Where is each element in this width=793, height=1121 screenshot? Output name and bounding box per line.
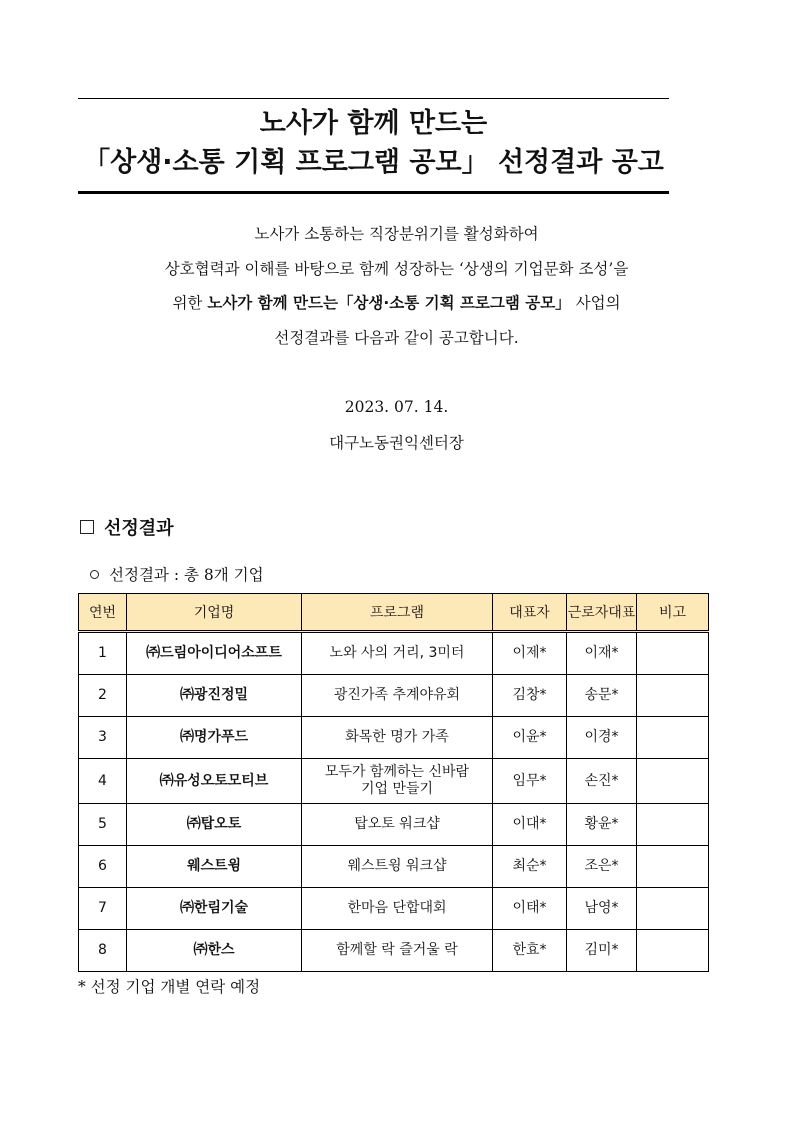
table-header-row (79, 594, 709, 632)
cell-worker-rep: 남영* (567, 888, 637, 930)
footnote: * 선정 기업 개별 연락 예정 (78, 978, 261, 996)
cell-company: ㈜탑오토 (127, 804, 302, 846)
cell-worker-rep: 조은* (567, 846, 637, 888)
cell-note (637, 759, 709, 804)
cell-no: 6 (79, 846, 127, 888)
cell-worker-rep: 김미* (567, 930, 637, 972)
table-row (79, 675, 709, 717)
intro-line-1: 노사가 소통하는 직장분위기를 활성화하여 (254, 225, 539, 243)
cell-note (637, 632, 709, 675)
cell-no: 2 (79, 675, 127, 717)
col-header-program: 프로그램 (302, 594, 493, 632)
notice-issuer: 대구노동권익센터장 (329, 434, 464, 452)
table-row (79, 759, 709, 804)
notice-date: 2023. 07. 14. (344, 398, 449, 416)
intro-line-4: 선정결과를 다음과 같이 공고합니다. (274, 328, 519, 347)
cell-no: 3 (79, 717, 127, 759)
summary-text: 선정결과 : 총 8개 기업 (109, 566, 264, 584)
cell-company: ㈜광진정밀 (127, 675, 302, 717)
col-header-no: 연번 (79, 594, 127, 632)
cell-company: ㈜명가푸드 (127, 717, 302, 759)
col-header-worker-rep: 근로자대표 (567, 594, 637, 632)
cell-worker-rep: 이경* (567, 717, 637, 759)
top-rule (78, 98, 669, 99)
table-row (79, 846, 709, 888)
col-header-rep: 대표자 (493, 594, 567, 632)
cell-worker-rep: 이재* (567, 632, 637, 675)
cell-rep: 이태* (493, 888, 567, 930)
cell-rep: 최순* (493, 846, 567, 888)
cell-worker-rep: 송문* (567, 675, 637, 717)
cell-program-line2: 기업 만들기 (360, 781, 434, 797)
cell-program: 한마음 단합대회 (302, 888, 493, 930)
cell-no: 1 (79, 632, 127, 675)
document-title-line1: 노사가 함께 만드는 (259, 108, 488, 139)
document-title-line2: 「상생·소통 기획 프로그램 공모」 선정결과 공고 (83, 147, 664, 178)
cell-company: 웨스트윙 (127, 846, 302, 888)
cell-worker-rep: 손진* (567, 759, 637, 804)
intro-line-3 (60, 286, 733, 321)
cell-program: 광진가족 추계야유회 (302, 675, 493, 717)
col-header-company: 기업명 (127, 594, 302, 632)
cell-note (637, 804, 709, 846)
cell-rep: 이제* (493, 632, 567, 675)
cell-rep: 이대* (493, 804, 567, 846)
cell-note (637, 888, 709, 930)
cell-rep: 임무* (493, 759, 567, 804)
cell-note (637, 930, 709, 972)
table-row (79, 930, 709, 972)
circle-bullet-icon (90, 570, 99, 579)
intro-line-3-pre: 위한 (172, 294, 203, 312)
square-bullet-icon (80, 520, 94, 534)
intro-line-3-bold: 노사가 함께 만드는「상생·소통 기획 프로그램 공모」 (207, 294, 571, 312)
cell-program: 화목한 명가 가족 (302, 717, 493, 759)
cell-no: 4 (79, 759, 127, 804)
cell-note (637, 675, 709, 717)
cell-rep: 한효* (493, 930, 567, 972)
intro-line-3-post: 사업의 (575, 294, 621, 312)
cell-note (637, 717, 709, 759)
section-title: 선정결과 (104, 518, 174, 539)
section-heading (80, 514, 174, 540)
table-row (79, 888, 709, 930)
cell-program: 탑오토 워크샵 (302, 804, 493, 846)
cell-program-line1: 모두가 함께하는 신바람 (324, 764, 470, 780)
cell-no: 8 (79, 930, 127, 972)
cell-program: 함께할 락 즐거울 락 (302, 930, 493, 972)
cell-company: ㈜한림기술 (127, 888, 302, 930)
cell-no: 7 (79, 888, 127, 930)
cell-program: 웨스트윙 워크샵 (302, 846, 493, 888)
cell-program (302, 759, 493, 804)
table-row (79, 717, 709, 759)
col-header-note: 비고 (637, 594, 709, 632)
cell-company: ㈜드림아이디어소프트 (127, 632, 302, 675)
intro-line-2: 상호협력과 이해를 바탕으로 함께 성장하는 ‘상생의 기업문화 조성’을 (164, 259, 629, 278)
cell-company: ㈜한스 (127, 930, 302, 972)
title-underline (78, 191, 669, 194)
cell-rep: 이윤* (493, 717, 567, 759)
cell-note (637, 846, 709, 888)
cell-program: 노와 사의 거리, 3미터 (302, 632, 493, 675)
cell-rep: 김창* (493, 675, 567, 717)
table-row (79, 804, 709, 846)
intro-paragraph (60, 217, 733, 355)
results-table (78, 593, 709, 972)
cell-company: ㈜유성오토모티브 (127, 759, 302, 804)
selection-summary (90, 563, 264, 585)
cell-no: 5 (79, 804, 127, 846)
cell-worker-rep: 황윤* (567, 804, 637, 846)
table-row (79, 632, 709, 675)
